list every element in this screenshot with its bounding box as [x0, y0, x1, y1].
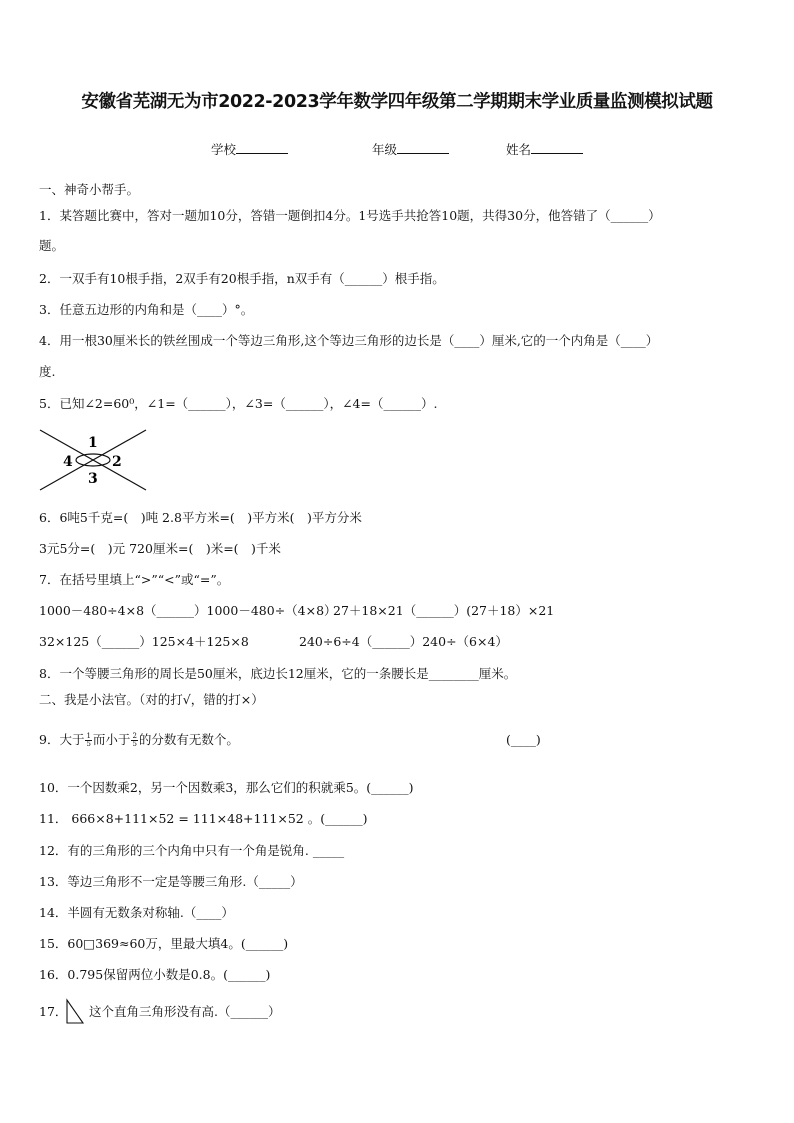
question-4-line-1: 4．用一根30厘米长的铁丝围成一个等边三角形,这个等边三角形的边长是（____）厘米,它的一个内角是（____） [39, 333, 659, 348]
question-14: 14．半圆有无数条对称轴.（____） [39, 905, 234, 920]
school-field [211, 140, 288, 158]
question-17: 这个直角三角形没有高.（______） [89, 1004, 281, 1019]
section-heading-1: 一、神奇小帮手。 [39, 182, 140, 197]
question-9 [39, 731, 239, 749]
school-blank[interactable] [236, 141, 288, 154]
question-9-answer-blank[interactable]: (____) [506, 732, 541, 747]
question-1-line-1: 1．某答题比赛中，答对一题加10分，答错一题倒扣4分。1号选手共抢答10题，共得30分，他答错了（______） [39, 208, 661, 223]
name-field [506, 140, 583, 158]
right-triangle-icon [66, 999, 84, 1025]
question-7-item-4: 240÷6÷4（______）240÷（6×4） [299, 634, 508, 649]
name-label: 姓名 [506, 142, 532, 157]
question-8: 8．一个等腰三角形的周长是50厘米，底边长12厘米，它的一条腰长是________厘米。 [39, 666, 517, 681]
question-4-line-2: 度. [39, 364, 56, 379]
question-1-line-2: 题。 [39, 238, 65, 253]
fraction-one-fifth: $\frac{1}{5}$ [86, 732, 91, 748]
question-15: 15．60□369≈60万，里最大填4。(______) [39, 936, 289, 951]
page-title: 安徽省芜湖无为市2022-2023学年数学四年级第二学期期末学业质量监测模拟试题 [81, 92, 713, 112]
angle-label-4: 4 [63, 454, 73, 470]
question-16: 16．0.795保留两位小数是0.8。(______) [39, 967, 271, 982]
fraction-two-fifths: $\frac{2}{5}$ [132, 732, 137, 748]
school-label: 学校 [211, 142, 237, 157]
angle-label-3: 3 [88, 471, 98, 487]
question-17-number: 17． [39, 1004, 68, 1019]
question-7-item-1: 1000－480÷4×8（______）1000－480÷（4×8） [39, 603, 337, 618]
question-11: 11． 666×8+111×52 = 111×48+111×52 。(______) [39, 811, 368, 826]
q9-pre: 9．大于 [39, 732, 85, 747]
section-heading-2: 二、我是小法官。（对的打√，错的打×） [39, 692, 264, 707]
name-blank[interactable] [531, 141, 583, 154]
question-6-line-1: 6．6吨5千克=( )吨 2.8平方米=( )平方米( )平方分米 [39, 510, 362, 525]
question-13: 13．等边三角形不一定是等腰三角形.（_____） [39, 874, 303, 889]
question-7: 7．在括号里填上“>”“<”或“=”。 [39, 572, 230, 587]
question-10: 10．一个因数乘2，另一个因数乘3，那么它们的积就乘5。(______) [39, 780, 414, 795]
question-3: 3．任意五边形的内角和是（____）°。 [39, 302, 254, 317]
grade-blank[interactable] [397, 141, 449, 154]
q9-post: 的分数有无数个。 [138, 732, 239, 747]
question-2: 2．一双手有10根手指，2双手有20根手指，n双手有（______）根手指。 [39, 271, 445, 286]
question-7-item-2: 27＋18×21（______）(27＋18）×21 [333, 603, 555, 618]
angle-label-2: 2 [112, 454, 122, 470]
q9-mid: 而小于 [92, 732, 131, 747]
angle-label-1: 1 [88, 435, 98, 451]
question-7-item-3: 32×125（______）125×4＋125×8 [39, 634, 249, 649]
angle-figure [38, 428, 148, 494]
grade-label: 年级 [372, 142, 398, 157]
grade-field [372, 140, 449, 158]
question-6-line-2: 3元5分=( )元 720厘米=( )米=( )千米 [39, 541, 281, 556]
question-5: 5．已知∠2=60⁰，∠1=（______），∠3=（______），∠4=（______）. [39, 396, 438, 411]
question-12: 12．有的三角形的三个内角中只有一个角是锐角. _____ [39, 843, 345, 858]
